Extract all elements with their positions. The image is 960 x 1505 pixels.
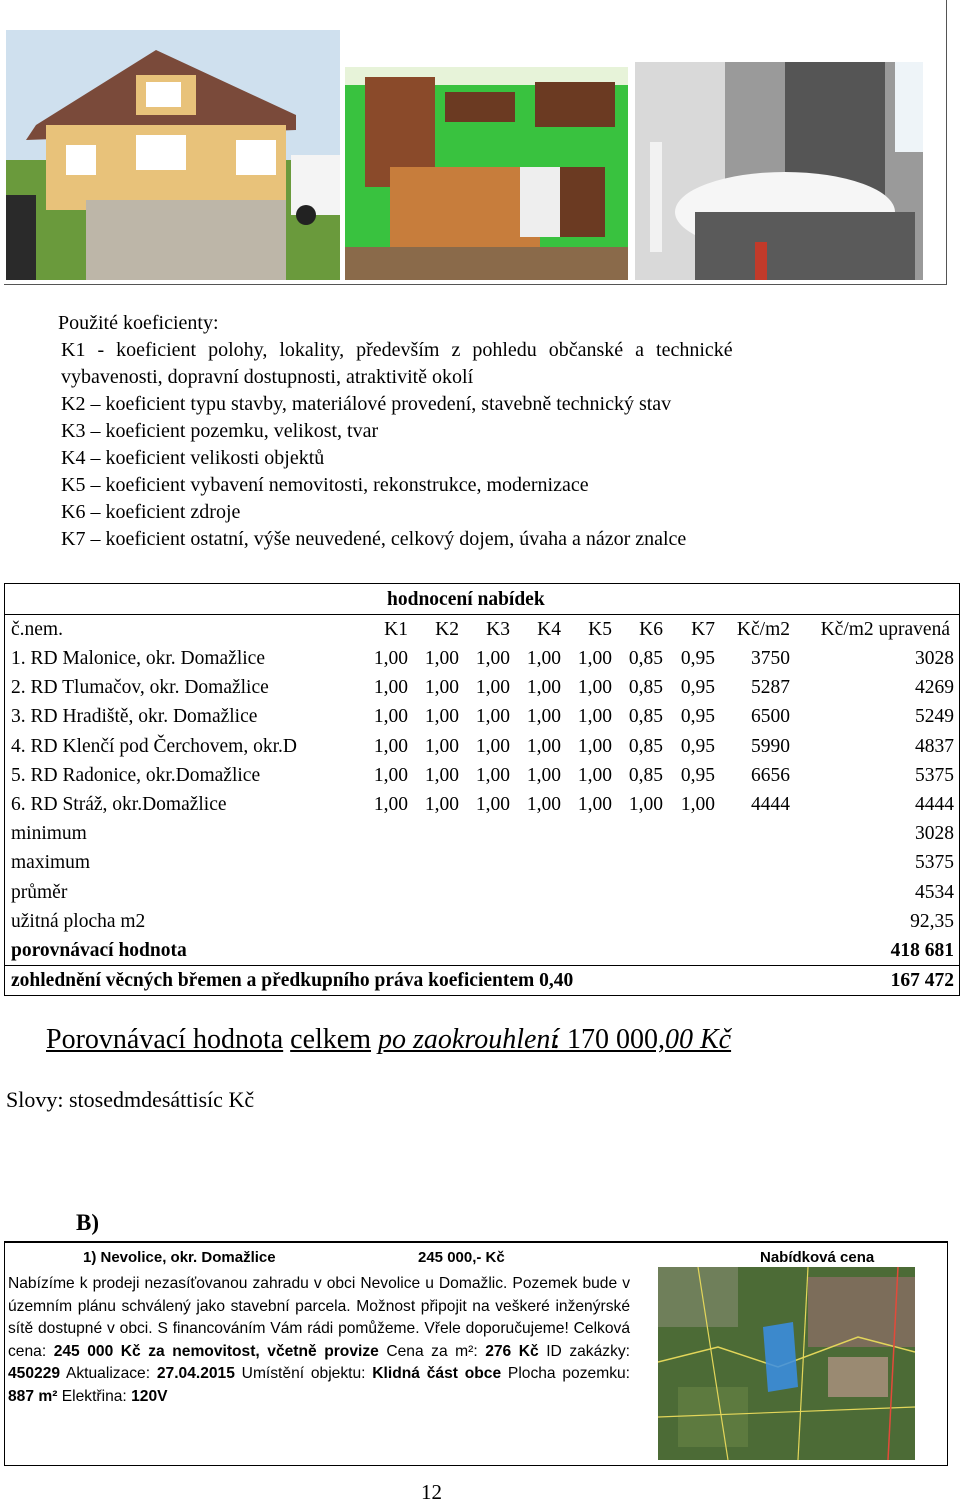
- row-k2: 1,00: [424, 794, 459, 815]
- header-k7: K7: [691, 619, 715, 640]
- desc-bold: 245 000 Kč za nemovitost, včetně provize: [53, 1342, 379, 1360]
- row-adjusted: 3028: [915, 648, 954, 669]
- row-name: 3. RD Hradiště, okr. Domažlice: [11, 706, 258, 727]
- row-k1: 1,00: [373, 648, 408, 669]
- table-row: [5, 644, 959, 673]
- desc-text: Cena za m²:: [378, 1342, 486, 1360]
- desc-text: Elektřina:: [57, 1387, 132, 1405]
- summary-label: minimum: [11, 823, 87, 844]
- row-name: 1. RD Malonice, okr. Domažlice: [11, 648, 265, 669]
- cadastral-map-image: [658, 1267, 915, 1460]
- row-name: 2. RD Tlumačov, okr. Domažlice: [11, 677, 269, 698]
- row-k2: 1,00: [424, 706, 459, 727]
- row-k3: 1,00: [475, 706, 510, 727]
- row-adjusted: 5249: [915, 706, 954, 727]
- coef-k4: K4 – koeficient velikosti objektů: [61, 447, 325, 469]
- row-price: 5287: [751, 677, 790, 698]
- coef-k5: K5 – koeficient vybavení nemovitosti, rekonstrukce, modernizace: [61, 474, 589, 496]
- row-k1: 1,00: [373, 794, 408, 815]
- row-k4: 1,00: [526, 765, 561, 786]
- table-title-row: [5, 585, 959, 614]
- row-adjusted: 4837: [915, 736, 954, 757]
- row-k7: 1,00: [680, 794, 715, 815]
- row-k1: 1,00: [373, 677, 408, 698]
- header-k2: K2: [435, 619, 459, 640]
- row-k3: 1,00: [475, 648, 510, 669]
- row-k1: 1,00: [373, 706, 408, 727]
- desc-bold: 887 m²: [8, 1387, 58, 1405]
- desc-text: Nabízíme k prodeji nezasíťovanou zahradu v obci Nevolice u Domažlic. Pozemek bude v územním plánu schválený jako stavební parcela. Možnost připojit na veškeré inženýrské sítě dostupné v obci. S financováním Vám rádi pomůžeme. Vřele doporučujeme! Celková cena:: [8, 1275, 630, 1360]
- row-k5: 1,00: [577, 736, 612, 757]
- row-k4: 1,00: [526, 648, 561, 669]
- row-k5: 1,00: [577, 765, 612, 786]
- row-name: 6. RD Stráž, okr.Domažlice: [11, 794, 227, 815]
- bathroom-photo: [635, 62, 923, 280]
- row-k2: 1,00: [424, 765, 459, 786]
- summary-label: užitná plocha m2: [11, 911, 146, 932]
- header-k6: K6: [639, 619, 663, 640]
- row-k6: 0,85: [628, 736, 663, 757]
- row-k7: 0,95: [680, 736, 715, 757]
- row-k2: 1,00: [424, 677, 459, 698]
- row-adjusted: 5375: [915, 765, 954, 786]
- page-number: 12: [421, 1480, 442, 1504]
- row-k6: 0,85: [628, 706, 663, 727]
- comparison-label: porovnávací hodnota: [11, 940, 187, 961]
- desc-text: ID zakázky:: [538, 1342, 631, 1360]
- coef-k7: K7 – koeficient ostatní, výše neuvedené, celkový dojem, úvaha a názor znalce: [61, 528, 687, 550]
- table-row: [5, 761, 959, 790]
- row-price: 6500: [751, 706, 790, 727]
- row-adjusted: 4269: [915, 677, 954, 698]
- desc-bold: 120V: [131, 1387, 168, 1405]
- result-part: 00 Kč: [664, 1024, 732, 1055]
- row-k7: 0,95: [680, 706, 715, 727]
- result-part: Porovnávací hodnota: [46, 1024, 284, 1055]
- row-k1: 1,00: [373, 765, 408, 786]
- row-k7: 0,95: [680, 765, 715, 786]
- table-row: [5, 702, 959, 731]
- row-name: 5. RD Radonice, okr.Domažlice: [11, 765, 261, 786]
- listing-title: 1) Nevolice, okr. Domažlice: [83, 1249, 276, 1266]
- desc-bold: 276 Kč: [485, 1342, 539, 1360]
- desc-text: Plocha pozemku:: [501, 1365, 630, 1383]
- row-k3: 1,00: [475, 765, 510, 786]
- desc-text: Umístění objektu:: [234, 1365, 373, 1383]
- row-k5: 1,00: [577, 794, 612, 815]
- row-k3: 1,00: [475, 736, 510, 757]
- header-cnem: č.nem.: [11, 619, 63, 640]
- desc-bold: 27.04.2015: [156, 1365, 235, 1383]
- table-row: [5, 790, 959, 819]
- row-k7: 0,95: [680, 677, 715, 698]
- header-k1: K1: [384, 619, 408, 640]
- coefficients-heading: Použité koeficienty:: [58, 312, 219, 334]
- summary-row: [5, 907, 959, 936]
- listing-box: [4, 1241, 948, 1466]
- summary-label: maximum: [11, 852, 91, 873]
- header-price: Kč/m2: [736, 619, 790, 640]
- row-k7: 0,95: [680, 648, 715, 669]
- summary-value: 92,35: [910, 911, 954, 932]
- table-row: [5, 732, 959, 761]
- row-name: 4. RD Klenčí pod Čerchovem, okr.D: [11, 736, 297, 757]
- header-adjusted: Kč/m2 upravená: [820, 619, 950, 640]
- table-row: [5, 673, 959, 702]
- summary-value: 5375: [915, 852, 954, 873]
- desc-text: Aktualizace:: [60, 1365, 157, 1383]
- row-k5: 1,00: [577, 677, 612, 698]
- burden-value: 167 472: [890, 970, 954, 991]
- row-k5: 1,00: [577, 648, 612, 669]
- result-part: : 170 000,: [552, 1024, 665, 1055]
- row-k6: 1,00: [628, 794, 663, 815]
- row-k1: 1,00: [373, 736, 408, 757]
- row-adjusted: 4444: [915, 794, 954, 815]
- burden-label: zohlednění věcných břemen a předkupního práva koeficientem 0,40: [11, 970, 574, 991]
- header-k4: K4: [537, 619, 561, 640]
- offer-price-label: Nabídková cena: [760, 1249, 875, 1266]
- table-title: hodnocení nabídek: [387, 589, 545, 610]
- row-k5: 1,00: [577, 706, 612, 727]
- row-k6: 0,85: [628, 677, 663, 698]
- row-k3: 1,00: [475, 794, 510, 815]
- desc-bold: 450229: [8, 1365, 61, 1383]
- summary-value: 3028: [915, 823, 954, 844]
- row-k4: 1,00: [526, 706, 561, 727]
- section-b-label: B): [76, 1210, 99, 1235]
- row-k2: 1,00: [424, 736, 459, 757]
- kitchen-photo: [345, 67, 628, 280]
- row-k4: 1,00: [526, 677, 561, 698]
- result-part: celkem: [290, 1024, 372, 1055]
- row-k4: 1,00: [526, 736, 561, 757]
- comparison-row: [5, 936, 959, 965]
- result-line: [46, 1024, 731, 1056]
- row-price: 5990: [751, 736, 790, 757]
- row-k4: 1,00: [526, 794, 561, 815]
- row-price: 3750: [751, 648, 790, 669]
- listing-description: [8, 1273, 630, 1409]
- header-k3: K3: [486, 619, 510, 640]
- burden-row: [5, 966, 959, 995]
- summary-row: [5, 878, 959, 907]
- coef-k1-line1: K1 - koeficient polohy, lokality, především z pohledu občanské a technické: [61, 339, 733, 361]
- coef-k6: K6 – koeficient zdroje: [61, 501, 241, 523]
- evaluation-table: [4, 583, 960, 996]
- coef-k1-line2: vybavenosti, dopravní dostupnosti, atraktivitě okolí: [61, 366, 474, 388]
- amount-in-words: Slovy: stosedmdesáttisíc Kč: [6, 1087, 255, 1112]
- result-part: po zaokrouhlení: [378, 1024, 559, 1055]
- summary-row: [5, 819, 959, 848]
- comparison-value: 418 681: [890, 940, 954, 961]
- header-k5: K5: [588, 619, 612, 640]
- desc-bold: Klidná část obce: [372, 1365, 502, 1383]
- summary-value: 4534: [915, 882, 954, 903]
- row-price: 4444: [751, 794, 790, 815]
- summary-row: [5, 848, 959, 877]
- row-k6: 0,85: [628, 765, 663, 786]
- table-header-row: [5, 615, 959, 644]
- house-exterior-photo: [6, 30, 340, 280]
- coef-k3: K3 – koeficient pozemku, velikost, tvar: [61, 420, 379, 442]
- row-k2: 1,00: [424, 648, 459, 669]
- row-k6: 0,85: [628, 648, 663, 669]
- row-price: 6656: [751, 765, 790, 786]
- summary-label: průměr: [11, 882, 68, 903]
- coef-k2: K2 – koeficient typu stavby, materiálové provedení, stavebně technický stav: [61, 393, 672, 415]
- photo-panel: [4, 0, 947, 285]
- listing-price: 245 000,- Kč: [418, 1249, 505, 1266]
- row-k3: 1,00: [475, 677, 510, 698]
